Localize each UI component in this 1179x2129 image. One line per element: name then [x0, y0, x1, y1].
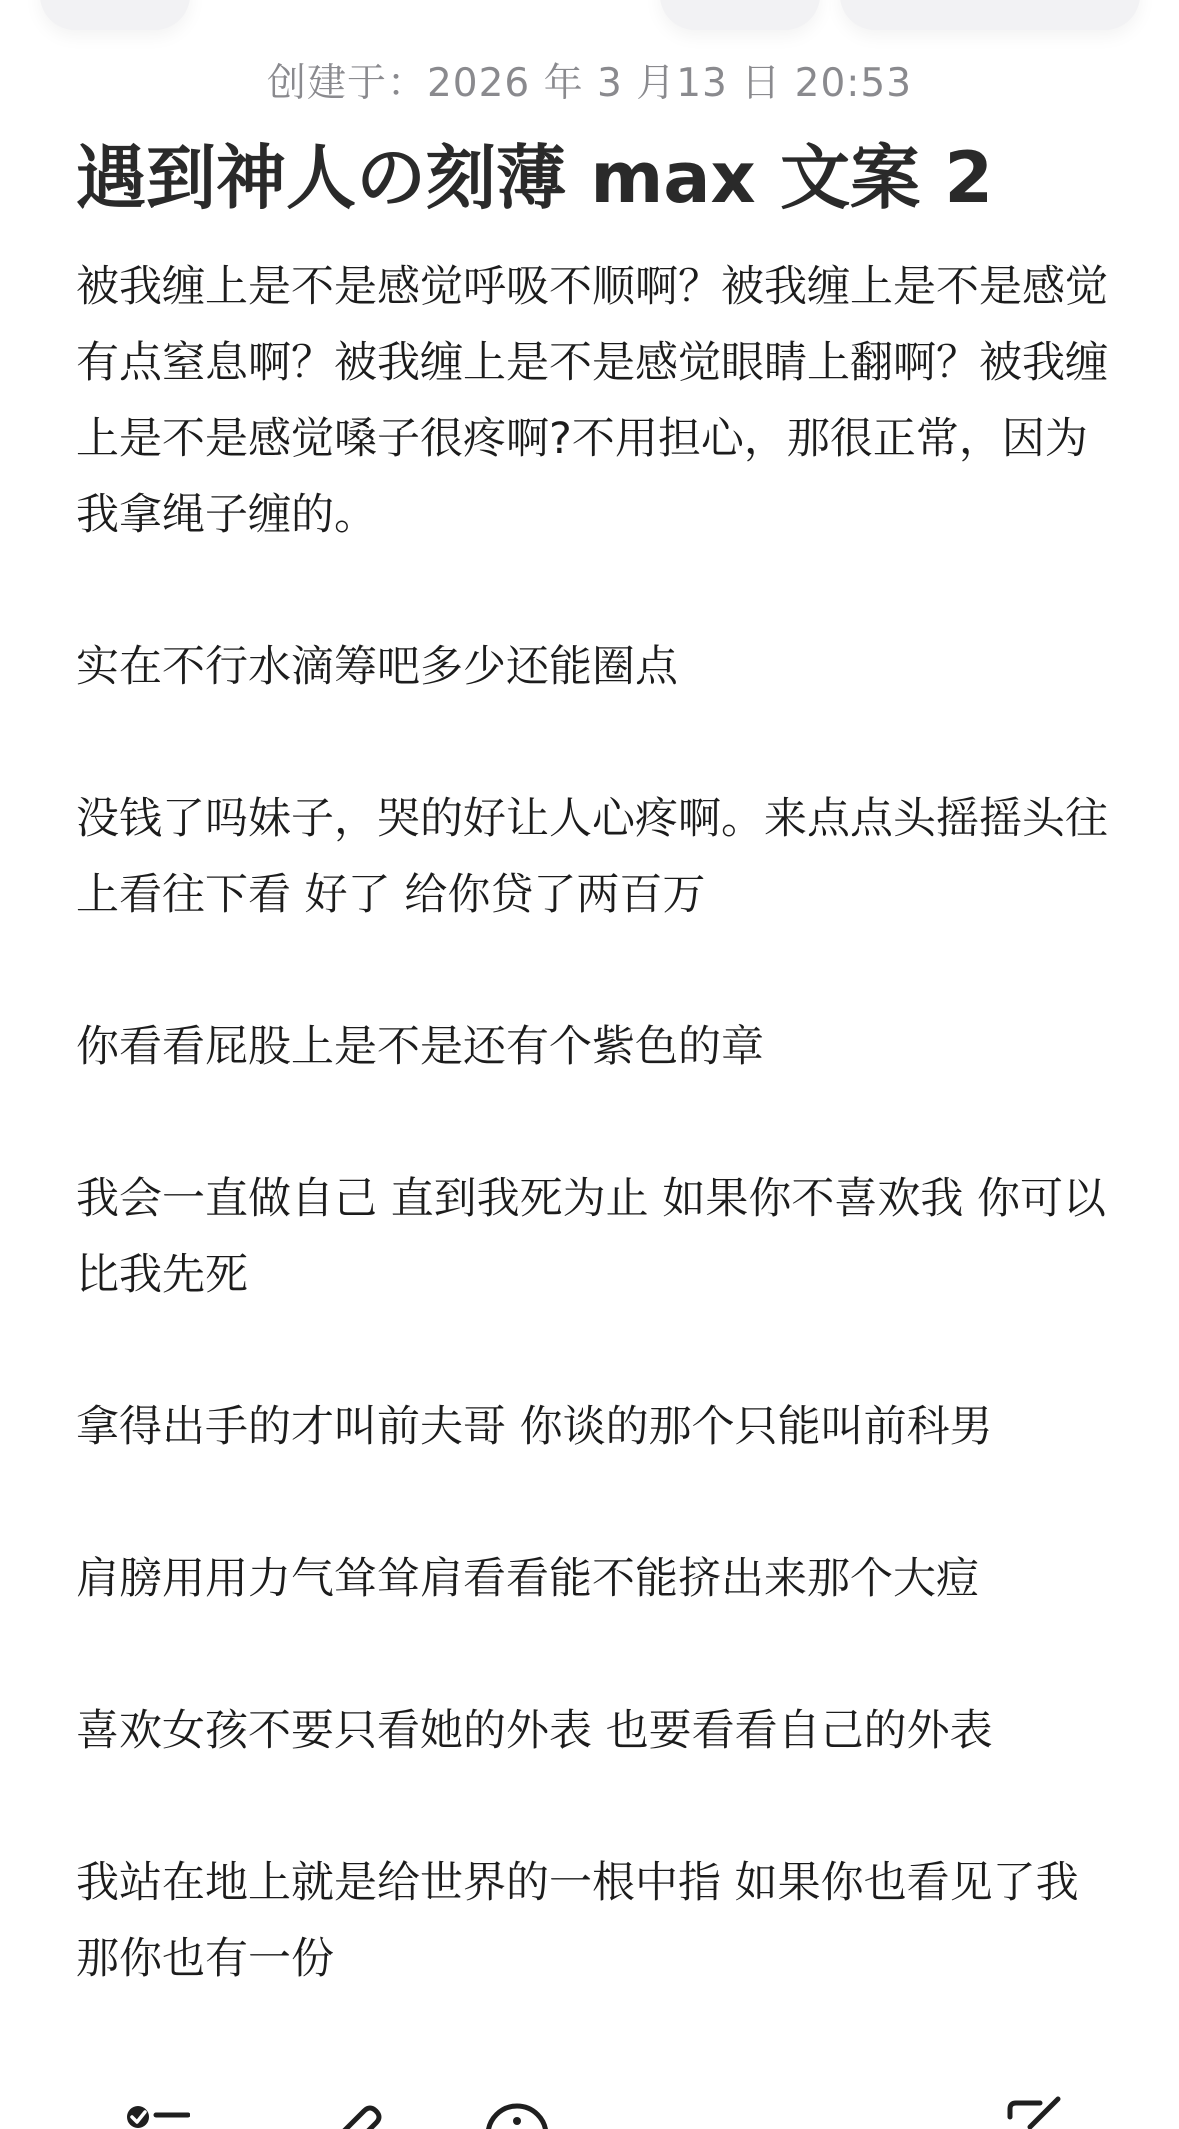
- markup-button[interactable]: [318, 2095, 388, 2129]
- note-paragraph: 我会一直做自己 直到我死为止 如果你不喜欢我 你可以比我先死: [76, 1174, 1107, 1300]
- add-button[interactable]: [482, 2095, 552, 2129]
- created-timestamp: 创建于：2026 年 3 月13 日 20:53: [266, 61, 913, 106]
- bottom-toolbar: [0, 2095, 1179, 2129]
- note-paragraph: 拿得出手的才叫前夫哥 你谈的那个只能叫前科男: [76, 1402, 993, 1452]
- note-paragraph: 实在不行水滴筹吧多少还能圈点: [76, 642, 678, 692]
- note-paragraph: 肩膀用用力气耸耸肩看看能不能挤出来那个大痘: [76, 1554, 979, 1604]
- note-paragraph: 没钱了吗妹子，哭的好让人心疼啊。来点点头摇摇头往上看往下看 好了 给你贷了两百万: [76, 794, 1108, 920]
- top-left-button-ghost: [40, 0, 190, 30]
- pen-icon: [318, 2095, 388, 2129]
- note-paragraph: 喜欢女孩不要只看她的外表 也要看看自己的外表: [76, 1706, 993, 1756]
- note-paragraph: 被我缠上是不是感觉呼吸不顺啊？被我缠上是不是感觉有点窒息啊？被我缠上是不是感觉眼睛上翻啊？被我缠上是不是感觉嗓子很疼啊?不用担心，那很正常，因为我拿绳子缠的。: [76, 262, 1108, 540]
- top-middle-button-ghost: [660, 0, 820, 30]
- checklist-button[interactable]: [120, 2095, 190, 2129]
- add-icon: [482, 2095, 552, 2129]
- top-right-button-ghost: [840, 0, 1140, 30]
- compose-icon: [1000, 2095, 1070, 2129]
- note-title[interactable]: 遇到神人の刻薄 max 文案 2: [76, 137, 994, 219]
- note-body[interactable]: [76, 249, 1116, 1997]
- note-paragraph: 你看看屁股上是不是还有个紫色的章: [76, 1022, 764, 1072]
- compose-button[interactable]: [1000, 2095, 1070, 2129]
- note-paragraph: 我站在地上就是给世界的一根中指 如果你也看见了我 那你也有一份: [76, 1858, 1079, 1984]
- checklist-icon: [120, 2095, 190, 2129]
